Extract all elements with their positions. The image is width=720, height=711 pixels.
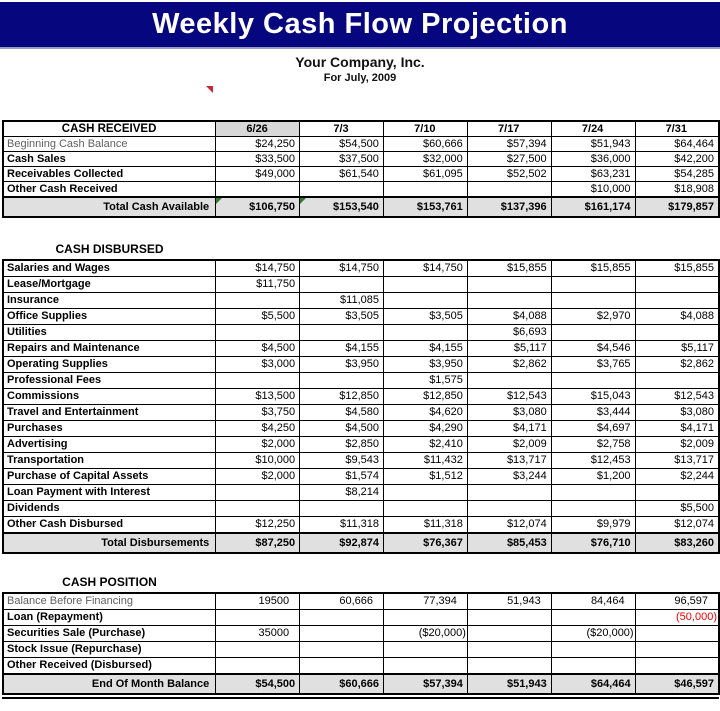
value-cell: ($20,000) [551,626,635,642]
total-row [3,674,719,694]
value-cell [635,325,719,341]
value-cell: $3,080 [467,405,551,421]
value-cell [300,658,384,675]
row-label: Balance Before Financing [3,593,216,610]
column-header-row [3,121,719,137]
value-cell: $14,750 [216,260,300,277]
row-label: Receivables Collected [3,167,216,182]
cash-received-table [2,120,720,218]
row-label: Dividends [3,501,216,517]
row-label: Travel and Entertainment [3,405,216,421]
table-row [3,293,719,309]
value-cell: $15,043 [551,389,635,405]
value-cell: 19500 [216,593,300,610]
table-row [3,626,719,642]
value-cell: $11,318 [383,517,467,534]
date-column-header: 7/31 [635,121,719,137]
section-title-cash-disbursed: CASH DISBURSED [55,242,164,256]
section-title-cash-position: CASH POSITION [62,575,157,589]
value-cell: $3,765 [551,357,635,373]
value-cell: $52,502 [467,167,551,182]
value-cell: 84,464 [551,593,635,610]
double-bottom-rule [2,697,719,699]
cash-flow-projection-page [0,2,720,699]
total-value-cell: $64,464 [551,674,635,694]
value-cell: $32,000 [383,152,467,167]
value-cell: $4,580 [300,405,384,421]
value-cell: $2,850 [300,437,384,453]
value-cell [383,485,467,501]
value-cell: $5,117 [467,341,551,357]
value-cell: (50,000) [635,610,719,626]
value-cell: $1,575 [383,373,467,389]
table-row [3,642,719,658]
value-cell [383,642,467,658]
row-label: Other Cash Received [3,182,216,198]
table-row [3,260,719,277]
table-row [3,341,719,357]
value-cell [216,182,300,198]
total-value-cell: $54,500 [216,674,300,694]
value-cell: $2,000 [216,437,300,453]
value-cell: $11,085 [300,293,384,309]
value-cell [467,485,551,501]
value-cell: $9,543 [300,453,384,469]
row-label: Loan (Repayment) [3,610,216,626]
value-cell: $57,394 [467,137,551,152]
total-value-cell: $76,367 [383,533,467,553]
value-cell: $13,717 [635,453,719,469]
total-label: Total Disbursements [3,533,216,553]
value-cell [216,485,300,501]
value-cell: $4,171 [467,421,551,437]
value-cell: $1,574 [300,469,384,485]
value-cell: $4,290 [383,421,467,437]
date-column-header: 7/17 [467,121,551,137]
table-row [3,152,719,167]
value-cell [551,642,635,658]
total-value-cell: $106,750 [216,197,300,217]
value-cell [551,658,635,675]
value-cell: $3,080 [635,405,719,421]
value-cell: $15,855 [551,260,635,277]
table-row [3,373,719,389]
value-cell: $4,546 [551,341,635,357]
table-row [3,167,719,182]
value-cell [467,293,551,309]
value-cell [635,485,719,501]
value-cell [467,373,551,389]
value-cell: $12,543 [635,389,719,405]
value-cell: $10,000 [551,182,635,198]
value-cell: $54,285 [635,167,719,182]
value-cell [383,501,467,517]
value-cell: $2,000 [216,469,300,485]
value-cell: $63,231 [551,167,635,182]
cash-disbursed-table [2,259,720,554]
table-row [3,501,719,517]
value-cell: $2,758 [551,437,635,453]
table-row [3,182,719,198]
value-cell: $37,500 [300,152,384,167]
row-label: Transportation [3,453,216,469]
value-cell: $1,200 [551,469,635,485]
value-cell: 96,597 [635,593,719,610]
row-label: Advertising [3,437,216,453]
value-cell: $3,244 [467,469,551,485]
value-cell: $8,214 [300,485,384,501]
total-value-cell: $137,396 [467,197,551,217]
value-cell: $4,620 [383,405,467,421]
value-cell: $15,855 [467,260,551,277]
row-label: Securities Sale (Purchase) [3,626,216,642]
value-cell: $12,543 [467,389,551,405]
value-cell [467,277,551,293]
value-cell: $61,540 [300,167,384,182]
value-cell: $5,500 [635,501,719,517]
row-label: Other Cash Disbursed [3,517,216,534]
value-cell [383,610,467,626]
value-cell: $42,200 [635,152,719,167]
value-cell [635,626,719,642]
value-cell [383,658,467,675]
value-cell [300,626,384,642]
value-cell [635,642,719,658]
period-label: For July, 2009 [323,72,397,84]
value-cell: $27,500 [467,152,551,167]
value-cell: $18,908 [635,182,719,198]
section-title-cell: CASH RECEIVED [3,121,216,137]
row-label: Commissions [3,389,216,405]
value-cell: $60,666 [383,137,467,152]
value-cell: $51,943 [551,137,635,152]
value-cell: $9,979 [551,517,635,534]
value-cell [383,325,467,341]
table-row [3,469,719,485]
value-cell: $3,505 [383,309,467,325]
value-cell: $2,862 [635,357,719,373]
value-cell: $33,500 [216,152,300,167]
total-value-cell: $92,874 [300,533,384,553]
value-cell [300,325,384,341]
row-label: Purchase of Capital Assets [3,469,216,485]
value-cell: $12,074 [635,517,719,534]
spreadsheet [0,120,720,699]
total-value-cell: $57,394 [383,674,467,694]
value-cell [300,642,384,658]
value-cell: $14,750 [383,260,467,277]
total-value-cell: $85,453 [467,533,551,553]
value-cell [467,658,551,675]
total-value-cell: $76,710 [551,533,635,553]
total-value-cell: $83,260 [635,533,719,553]
date-column-header: 7/10 [383,121,467,137]
table-row [3,357,719,373]
value-cell: $14,750 [300,260,384,277]
value-cell [551,325,635,341]
value-cell: $1,512 [383,469,467,485]
value-cell [216,325,300,341]
value-cell: ($20,000) [383,626,467,642]
row-label: Beginning Cash Balance [3,137,216,152]
row-label: Other Received (Disbursed) [3,658,216,675]
total-label: Total Cash Available [3,197,216,217]
total-value-cell: $161,174 [551,197,635,217]
page-title: Weekly Cash Flow Projection [152,8,568,40]
value-cell: $12,250 [216,517,300,534]
value-cell: $3,950 [300,357,384,373]
value-cell [551,501,635,517]
value-cell [216,658,300,675]
table-row [3,658,719,675]
value-cell [216,642,300,658]
value-cell [635,293,719,309]
total-label: End Of Month Balance [3,674,216,694]
value-cell [300,501,384,517]
value-cell: $54,500 [300,137,384,152]
total-value-cell: $153,540 [300,197,384,217]
value-cell: $6,693 [467,325,551,341]
table-row [3,421,719,437]
value-cell [216,501,300,517]
value-cell [551,373,635,389]
date-column-header: 6/26 [216,121,300,137]
table-row [3,137,719,152]
value-cell: $4,697 [551,421,635,437]
value-cell: $12,074 [467,517,551,534]
value-cell: $4,155 [383,341,467,357]
value-cell: 77,394 [383,593,467,610]
total-row [3,197,719,217]
row-label: Salaries and Wages [3,260,216,277]
table-row [3,453,719,469]
value-cell: $3,505 [300,309,384,325]
row-label: Purchases [3,421,216,437]
value-cell: $3,000 [216,357,300,373]
value-cell: $4,088 [635,309,719,325]
value-cell: $3,750 [216,405,300,421]
value-cell: $2,009 [635,437,719,453]
total-row [3,533,719,553]
table-row [3,593,719,610]
value-cell: $12,453 [551,453,635,469]
value-cell: 51,943 [467,593,551,610]
value-cell: $3,950 [383,357,467,373]
table-row [3,485,719,501]
value-cell: $2,009 [467,437,551,453]
value-cell: 60,666 [300,593,384,610]
row-label: Professional Fees [3,373,216,389]
value-cell [300,610,384,626]
row-label: Lease/Mortgage [3,277,216,293]
red-artifact-mark [206,86,213,93]
value-cell: $10,000 [216,453,300,469]
value-cell: $11,750 [216,277,300,293]
value-cell: $4,250 [216,421,300,437]
table-row [3,309,719,325]
value-cell [216,373,300,389]
value-cell [551,485,635,501]
row-label: Utilities [3,325,216,341]
value-cell [551,277,635,293]
value-cell: $4,500 [300,421,384,437]
total-value-cell: $60,666 [300,674,384,694]
table-row [3,405,719,421]
value-cell [467,501,551,517]
value-cell [300,373,384,389]
row-label: Office Supplies [3,309,216,325]
value-cell [300,277,384,293]
value-cell: $5,117 [635,341,719,357]
table-row [3,277,719,293]
row-label: Insurance [3,293,216,309]
company-name: Your Company, Inc. [295,54,425,70]
value-cell [216,293,300,309]
value-cell: $5,500 [216,309,300,325]
date-column-header: 7/3 [300,121,384,137]
value-cell: $13,500 [216,389,300,405]
value-cell: $49,000 [216,167,300,182]
error-flag-icon [300,198,306,204]
total-value-cell: $179,857 [635,197,719,217]
value-cell: $36,000 [551,152,635,167]
value-cell [635,658,719,675]
value-cell: $64,464 [635,137,719,152]
value-cell [551,293,635,309]
value-cell [467,182,551,198]
table-row [3,389,719,405]
value-cell: $11,432 [383,453,467,469]
total-value-cell: $153,761 [383,197,467,217]
value-cell [383,277,467,293]
date-column-header: 7/24 [551,121,635,137]
value-cell: $4,088 [467,309,551,325]
table-row [3,517,719,534]
value-cell: $12,850 [300,389,384,405]
value-cell: $12,850 [383,389,467,405]
table-row [3,610,719,626]
value-cell: $4,500 [216,341,300,357]
table-row [3,437,719,453]
value-cell: $2,410 [383,437,467,453]
value-cell: $2,862 [467,357,551,373]
value-cell: $2,970 [551,309,635,325]
cash-position-table [2,592,720,695]
total-value-cell: $51,943 [467,674,551,694]
value-cell [216,610,300,626]
value-cell: $13,717 [467,453,551,469]
value-cell: 35000 [216,626,300,642]
value-cell: $2,244 [635,469,719,485]
value-cell [300,182,384,198]
value-cell: $61,095 [383,167,467,182]
value-cell [383,182,467,198]
page-title-banner [0,2,720,49]
value-cell [467,610,551,626]
row-label: Loan Payment with Interest [3,485,216,501]
row-label: Operating Supplies [3,357,216,373]
value-cell: $11,318 [300,517,384,534]
table-row [3,325,719,341]
value-cell [635,277,719,293]
value-cell [383,293,467,309]
value-cell: $24,250 [216,137,300,152]
value-cell: $4,171 [635,421,719,437]
row-label: Repairs and Maintenance [3,341,216,357]
row-label: Cash Sales [3,152,216,167]
total-value-cell: $46,597 [635,674,719,694]
value-cell: $3,444 [551,405,635,421]
value-cell [551,610,635,626]
value-cell: $15,855 [635,260,719,277]
value-cell [467,642,551,658]
value-cell [467,626,551,642]
value-cell: $4,155 [300,341,384,357]
total-value-cell: $87,250 [216,533,300,553]
row-label: Stock Issue (Repurchase) [3,642,216,658]
error-flag-icon [216,198,222,204]
value-cell [635,373,719,389]
